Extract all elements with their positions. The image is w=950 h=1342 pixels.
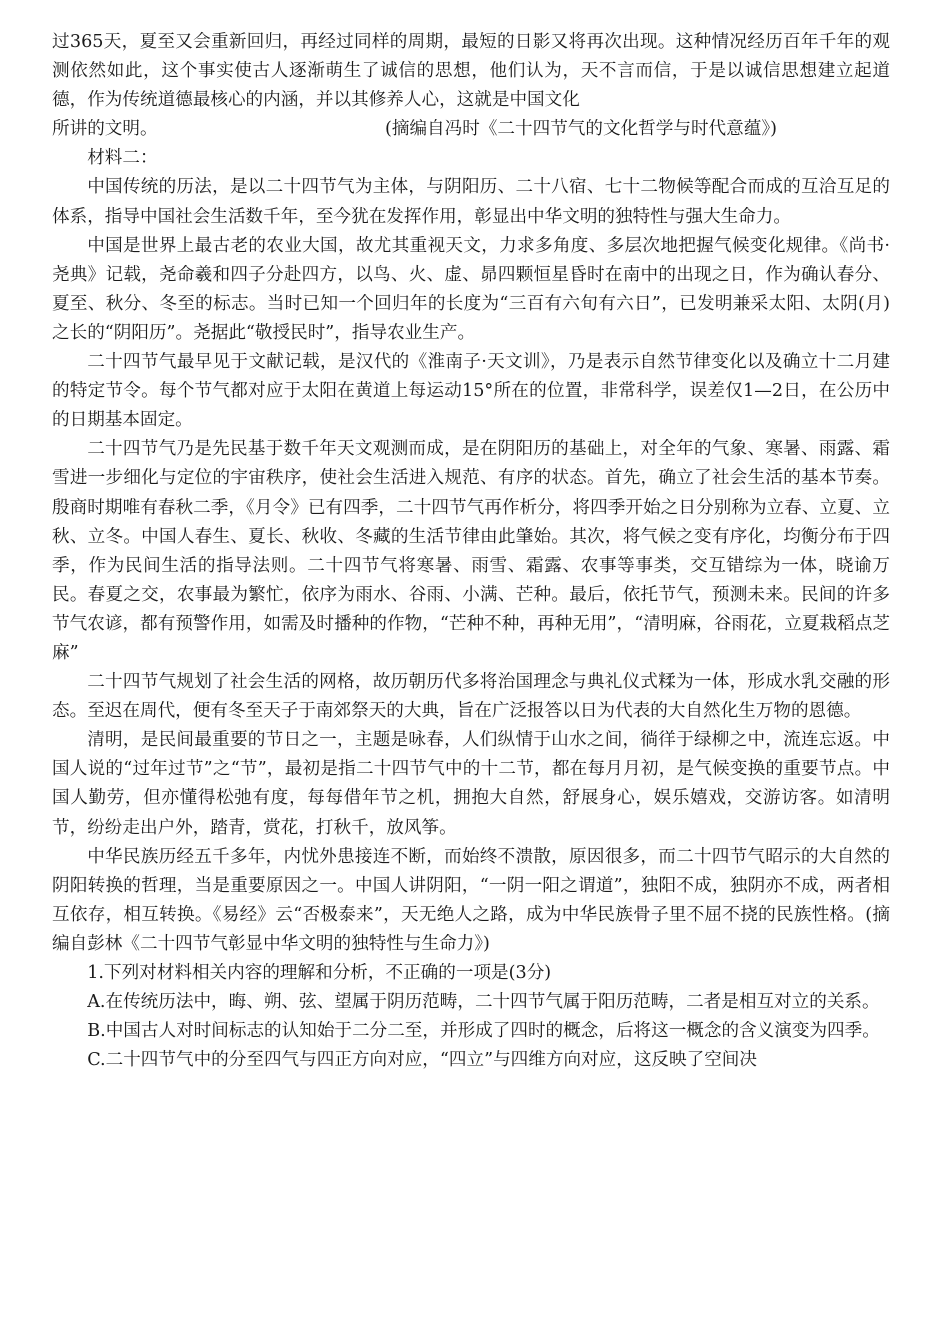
- material-one-tail-paragraph: 过365天，夏至又会重新回归，再经过同样的周期，最短的日影又将再次出现。这种情况经历百年千年的观测依然如此，这个事实使古人逐渐萌生了诚信的思想，他们认为，天不言而信，于是以诚信思想建立起道德，作为传统道德最核心的内涵，并以其修养人心，这就是中国文化: [52, 32, 890, 111]
- material-two-paragraph: 二十四节气最早见于文献记载，是汉代的《淮南子·天文训》，乃是表示自然节律变化以及确立十二月建的特定节令。每个节气都对应于太阳在黄道上每运动15°所在的位置，非常科学，误差仅1—2日，在公历中的日期基本固定。: [52, 352, 890, 431]
- material-two-paragraph: 中国是世界上最古老的农业大国，故尤其重视天文，力求多角度、多层次地把握气候变化规律。《尚书·尧典》记载，尧命羲和四子分赴四方，以鸟、火、虚、昴四颗恒星昏时在南中的出现之日，作为确认春分、夏至、秋分、冬至的标志。当时已知一个回归年的长度为“三百有六旬有六日”，已发明兼采太阳、太阴(月)之长的“阴阳历”。尧据此“敬授民时”，指导农业生产。: [52, 235, 890, 343]
- question-option-c: C.二十四节气中的分至四气与四正方向对应，“四立”与四维方向对应，这反映了空间决: [87, 1050, 757, 1071]
- material-two-label: 材料二：: [87, 148, 158, 169]
- question-stem: 1.下列对材料相关内容的理解和分析，不正确的一项是(3分): [87, 963, 552, 983]
- material-two-paragraph: 二十四节气乃是先民基于数千年天文观测而成，是在阴阳历的基础上，对全年的气象、寒暑、雨露、霜雪进一步细化与定位的宇宙秩序，使社会生活进入规范、有序的状态。首先，确立了社会生活的基本节奏。殷商时期唯有春秋二季，《月令》已有四季，二十四节气再作析分，将四季开始之日分别称为立春、立夏、立秋、立冬。中国人春生、夏长、秋收、冬藏的生活节律由此肇始。其次，将气候之变有序化，均衡分布于四季，作为民间生活的指导法则。二十四节气将寒暑、雨雪、霜露、农事等事类，交互错综为一体，晓谕万民。春夏之交，农事最为繁忙，依序为雨水、谷雨、小满、芒种。最后，依托节气，预测未来。民间的许多节气农谚，都有预警作用，如需及时播种的作物，“芒种不种，再种无用”，“清明麻，谷雨花，立夏栽稻点芝麻”: [52, 439, 890, 663]
- material-two-paragraph: 中国传统的历法，是以二十四节气为主体，与阴阳历、二十八宿、七十二物候等配合而成的互洽互足的体系，指导中国社会生活数千年，至今犹在发挥作用，彰显出中华文明的独特性与强大生命力。: [52, 177, 890, 227]
- material-one-closing-line: [52, 115, 890, 144]
- question-option-b: B.中国古人对时间标志的认知始于二分二至，并形成了四时的概念，后将这一概念的含义演变为四季。: [87, 1021, 880, 1042]
- material-two-paragraph: 中华民族历经五千多年，内忧外患接连不断，而始终不溃散，原因很多，而二十四节气昭示的大自然的阴阳转换的哲理，当是重要原因之一。中国人讲阴阳，“一阴一阳之谓道”，独阳不成，独阴亦不成，两者相互依存，相互转换。《易经》云“否极泰来”，天无绝人之路，成为中华民族骨子里不屈不挠的民族性格。(摘编自彭林《二十四节气彰显中华文明的独特性与生命力》): [52, 846, 890, 954]
- material-two-paragraph: 清明，是民间最重要的节日之一，主题是咏春，人们纵情于山水之间，徜徉于绿柳之中，流连忘返。中国人说的“过年过节”之“节”，最初是指二十四节气中的十二节，都在每月月初，是气候变换的重要节点。中国人勤劳，但亦懂得松弛有度，每每借年节之机，拥抱大自然，舒展身心，娱乐嬉戏，交游访客。如清明节，纷纷走出户外，踏青，赏花，打秋千，放风筝。: [52, 730, 890, 838]
- document-page: [52, 28, 890, 1075]
- question-option-a: A.在传统历法中，晦、朔、弦、望属于阴历范畴，二十四节气属于阳历范畴，二者是相互对立的关系。: [87, 992, 880, 1013]
- material-one-last-line: 所讲的文明。: [52, 119, 158, 140]
- material-two-paragraph: 二十四节气规划了社会生活的网格，故历朝历代多将治国理念与典礼仪式糅为一体，形成水乳交融的形态。至迟在周代，便有冬至天子于南郊祭天的大典，旨在广泛报答以日为代表的大自然化生万物的恩德。: [52, 672, 890, 722]
- material-one-citation: (摘编自冯时《二十四节气的文化哲学与时代意蕴》): [385, 119, 777, 140]
